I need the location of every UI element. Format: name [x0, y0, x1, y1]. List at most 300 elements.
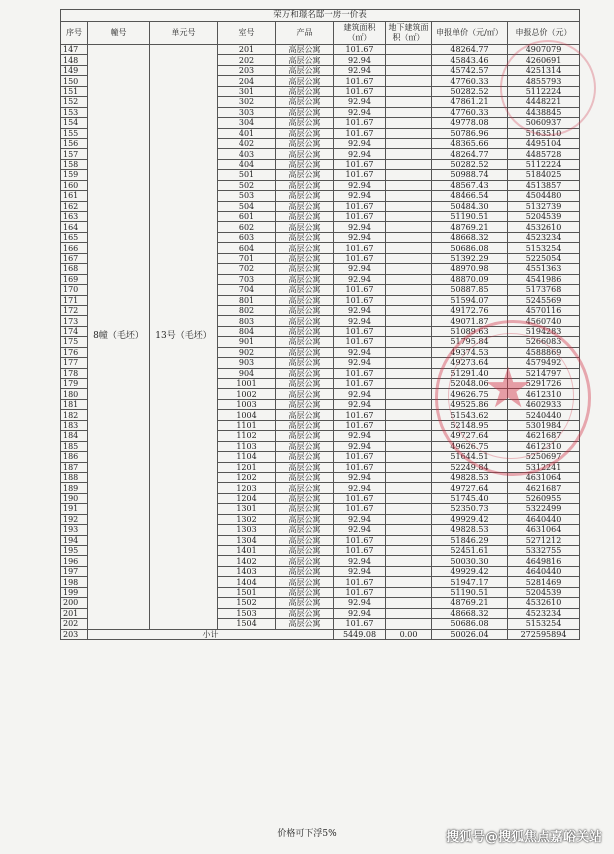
cell-unit-price: 49727.64: [432, 483, 508, 493]
cell-product: 高层公寓: [276, 222, 334, 232]
cell-area: 101.67: [334, 201, 386, 211]
cell-room: 1004: [218, 410, 276, 420]
cell-area: 101.67: [334, 45, 386, 55]
cell-unit-price: 50484.30: [432, 201, 508, 211]
cell-total-price: 4612310: [508, 389, 580, 399]
cell-seq: 183: [61, 420, 88, 430]
cell-seq: 147: [61, 45, 88, 55]
cell-product: 高层公寓: [276, 76, 334, 86]
cell-underground-area: [386, 420, 432, 430]
cell-product: 高层公寓: [276, 556, 334, 566]
cell-room: 603: [218, 232, 276, 242]
cell-area: 101.67: [334, 159, 386, 169]
cell-seq: 161: [61, 191, 88, 201]
cell-area: 101.67: [334, 493, 386, 503]
cell-room: 302: [218, 97, 276, 107]
cell-product: 高层公寓: [276, 212, 334, 222]
cell-seq: 188: [61, 472, 88, 482]
cell-building: 8幢（毛坯）: [88, 45, 150, 630]
cell-underground-area: [386, 264, 432, 274]
cell-total-price: 5245569: [508, 295, 580, 305]
cell-unit-price: 48264.77: [432, 149, 508, 159]
cell-product: 高层公寓: [276, 389, 334, 399]
cell-unit-price: 50786.96: [432, 128, 508, 138]
cell-area: 101.67: [334, 535, 386, 545]
cell-unit-price: 50686.08: [432, 619, 508, 629]
cell-product: 高层公寓: [276, 431, 334, 441]
cell-underground-area: [386, 86, 432, 96]
cell-area: 92.94: [334, 222, 386, 232]
cell-unit-price: 48668.32: [432, 232, 508, 242]
cell-underground-area: [386, 138, 432, 148]
cell-product: 高层公寓: [276, 493, 334, 503]
cell-total-price: 5132739: [508, 201, 580, 211]
cell-area: 101.67: [334, 619, 386, 629]
cell-product: 高层公寓: [276, 149, 334, 159]
cell-seq: 196: [61, 556, 88, 566]
cell-total-price: 5204539: [508, 212, 580, 222]
cell-seq: 179: [61, 379, 88, 389]
cell-seq: 192: [61, 514, 88, 524]
cell-underground-area: [386, 347, 432, 357]
cell-area: 101.67: [334, 452, 386, 462]
seal-star-icon: ★: [483, 356, 534, 421]
cell-product: 高层公寓: [276, 159, 334, 169]
cell-underground-area: [386, 379, 432, 389]
cell-total-price: 4649816: [508, 556, 580, 566]
cell-underground-area: [386, 326, 432, 336]
cell-area: 92.94: [334, 389, 386, 399]
cell-unit-price: 48970.98: [432, 264, 508, 274]
cell-area: 92.94: [334, 514, 386, 524]
cell-seq: 182: [61, 410, 88, 420]
cell-room: 1402: [218, 556, 276, 566]
cell-total-price: 5173768: [508, 285, 580, 295]
cell-area: 92.94: [334, 472, 386, 482]
cell-unit-price: 45742.57: [432, 65, 508, 75]
cell-unit-price: 48365.66: [432, 138, 508, 148]
cell-room: 702: [218, 264, 276, 274]
cell-seq: 194: [61, 535, 88, 545]
cell-room: 402: [218, 138, 276, 148]
cell-area: 101.67: [334, 295, 386, 305]
cell-product: 高层公寓: [276, 55, 334, 65]
cell-underground-area: [386, 65, 432, 75]
cell-unit-price: 52249.84: [432, 462, 508, 472]
cell-room: 901: [218, 337, 276, 347]
cell-total-price: 4602933: [508, 399, 580, 409]
cell-unit-price: 52451.61: [432, 546, 508, 556]
cell-area: 92.94: [334, 107, 386, 117]
cell-seq: 159: [61, 170, 88, 180]
cell-product: 高层公寓: [276, 462, 334, 472]
cell-area: 101.67: [334, 128, 386, 138]
cell-seq: 152: [61, 97, 88, 107]
cell-total-price: 5225054: [508, 253, 580, 263]
cell-area: 101.67: [334, 212, 386, 222]
cell-seq: 150: [61, 76, 88, 86]
cell-unit-price: 48769.21: [432, 222, 508, 232]
cell-unit-price: 51543.62: [432, 410, 508, 420]
cell-seq: 151: [61, 86, 88, 96]
cell-total-price: 4551363: [508, 264, 580, 274]
cell-seq: 156: [61, 138, 88, 148]
cell-area: 101.67: [334, 170, 386, 180]
cell-area: 101.67: [334, 504, 386, 514]
cell-area: 101.67: [334, 253, 386, 263]
cell-area: 92.94: [334, 566, 386, 576]
cell-unit-price: 49172.76: [432, 305, 508, 315]
cell-underground-area: [386, 514, 432, 524]
cell-underground-area: [386, 566, 432, 576]
cell-underground-area: [386, 389, 432, 399]
cell-product: 高层公寓: [276, 608, 334, 618]
cell-seq: 200: [61, 598, 88, 608]
cell-underground-area: [386, 55, 432, 65]
cell-seq: 190: [61, 493, 88, 503]
cell-seq: 189: [61, 483, 88, 493]
cell-seq: 155: [61, 128, 88, 138]
cell-seq: 185: [61, 441, 88, 451]
cell-underground-area: [386, 546, 432, 556]
cell-unit-price: 52048.06: [432, 379, 508, 389]
cell-product: 高层公寓: [276, 577, 334, 587]
cell-area: 92.94: [334, 316, 386, 326]
cell-area: 101.67: [334, 326, 386, 336]
cell-total-price: 4513857: [508, 180, 580, 190]
cell-unit-price: 49525.86: [432, 399, 508, 409]
cell-product: 高层公寓: [276, 264, 334, 274]
cell-total-price: 5112224: [508, 86, 580, 96]
cell-underground-area: [386, 222, 432, 232]
cell-unit-price: 52148.95: [432, 420, 508, 430]
cell-product: 高层公寓: [276, 358, 334, 368]
cell-unit-price: 51190.51: [432, 212, 508, 222]
cell-total-price: 5194283: [508, 326, 580, 336]
cell-product: 高层公寓: [276, 347, 334, 357]
cell-total-price: 5291726: [508, 379, 580, 389]
cell-room: 701: [218, 253, 276, 263]
cell-seq: 157: [61, 149, 88, 159]
cell-unit-price: 48870.09: [432, 274, 508, 284]
cell-product: 高层公寓: [276, 514, 334, 524]
cell-product: 高层公寓: [276, 535, 334, 545]
watermark: [446, 826, 602, 845]
cell-room: 501: [218, 170, 276, 180]
cell-room: 1102: [218, 431, 276, 441]
cell-seq: 173: [61, 316, 88, 326]
cell-total-price: 4504480: [508, 191, 580, 201]
cell-underground-area: [386, 608, 432, 618]
cell-room: 601: [218, 212, 276, 222]
cell-unit-price: 51644.51: [432, 452, 508, 462]
cell-underground-area: [386, 368, 432, 378]
cell-room: 1203: [218, 483, 276, 493]
cell-area: 92.94: [334, 608, 386, 618]
subtotal-total: 272595894: [508, 629, 580, 639]
cell-total-price: 4621687: [508, 431, 580, 441]
cell-total-price: 5332755: [508, 546, 580, 556]
cell-underground-area: [386, 316, 432, 326]
cell-total-price: 5312241: [508, 462, 580, 472]
cell-area: 92.94: [334, 598, 386, 608]
cell-seq: 174: [61, 326, 88, 336]
cell-underground-area: [386, 598, 432, 608]
cell-area: 101.67: [334, 546, 386, 556]
cell-room: 301: [218, 86, 276, 96]
cell-underground-area: [386, 556, 432, 566]
cell-underground-area: [386, 243, 432, 253]
cell-room: 1502: [218, 598, 276, 608]
cell-unit-price: 48264.77: [432, 45, 508, 55]
subtotal-area: 5449.08: [334, 629, 386, 639]
cell-area: 92.94: [334, 358, 386, 368]
cell-room: 1204: [218, 493, 276, 503]
cell-total-price: 4438845: [508, 107, 580, 117]
subtotal-label: 小计: [88, 629, 334, 639]
cell-seq: 171: [61, 295, 88, 305]
cell-product: 高层公寓: [276, 410, 334, 420]
cell-seq: 184: [61, 431, 88, 441]
table-body: [61, 45, 580, 640]
subtotal-seq: 203: [61, 629, 88, 639]
cell-underground-area: [386, 535, 432, 545]
cell-underground-area: [386, 159, 432, 169]
cell-product: 高层公寓: [276, 180, 334, 190]
cell-unit-price: 49626.75: [432, 441, 508, 451]
cell-product: 高层公寓: [276, 274, 334, 284]
cell-total-price: 4541986: [508, 274, 580, 284]
subtotal-unit-price: 50026.04: [432, 629, 508, 639]
cell-product: 高层公寓: [276, 305, 334, 315]
subtotal-row: [61, 629, 580, 639]
cell-room: 804: [218, 326, 276, 336]
cell-area: 101.67: [334, 86, 386, 96]
cell-underground-area: [386, 587, 432, 597]
cell-seq: 154: [61, 118, 88, 128]
cell-room: 801: [218, 295, 276, 305]
cell-product: 高层公寓: [276, 504, 334, 514]
cell-total-price: 5153254: [508, 243, 580, 253]
cell-area: 101.67: [334, 420, 386, 430]
cell-total-price: 5163510: [508, 128, 580, 138]
cell-area: 92.94: [334, 97, 386, 107]
cell-seq: 195: [61, 546, 88, 556]
cell-seq: 202: [61, 619, 88, 629]
cell-seq: 168: [61, 264, 88, 274]
cell-seq: 193: [61, 525, 88, 535]
cell-seq: 199: [61, 587, 88, 597]
cell-underground-area: [386, 504, 432, 514]
cell-total-price: 5260955: [508, 493, 580, 503]
cell-product: 高层公寓: [276, 138, 334, 148]
cell-area: 101.67: [334, 337, 386, 347]
cell-product: 高层公寓: [276, 253, 334, 263]
cell-unit-price: 51089.63: [432, 326, 508, 336]
cell-product: 高层公寓: [276, 232, 334, 242]
cell-total-price: 5214797: [508, 368, 580, 378]
cell-area: 92.94: [334, 399, 386, 409]
header-building: 幢号: [88, 22, 150, 45]
cell-unit-price: 47760.33: [432, 107, 508, 117]
cell-product: 高层公寓: [276, 65, 334, 75]
cell-product: 高层公寓: [276, 587, 334, 597]
cell-area: 92.94: [334, 232, 386, 242]
table-title: 荣万和璟名邸一房一价表: [61, 10, 580, 22]
cell-area: 92.94: [334, 264, 386, 274]
cell-seq: 164: [61, 222, 88, 232]
cell-room: 201: [218, 45, 276, 55]
cell-underground-area: [386, 462, 432, 472]
cell-total-price: 5204539: [508, 587, 580, 597]
cell-room: 204: [218, 76, 276, 86]
cell-product: 高层公寓: [276, 472, 334, 482]
cell-room: 504: [218, 201, 276, 211]
cell-area: 101.67: [334, 76, 386, 86]
cell-product: 高层公寓: [276, 379, 334, 389]
cell-unit-price: 51594.07: [432, 295, 508, 305]
cell-product: 高层公寓: [276, 326, 334, 336]
cell-area: 92.94: [334, 55, 386, 65]
cell-product: 高层公寓: [276, 128, 334, 138]
cell-product: 高层公寓: [276, 118, 334, 128]
cell-unit-price: 49929.42: [432, 514, 508, 524]
watermark-text: 搜狐号@搜狐焦点嘉峪关站: [445, 830, 602, 845]
cell-underground-area: [386, 107, 432, 117]
cell-room: 202: [218, 55, 276, 65]
cell-total-price: 4588869: [508, 347, 580, 357]
header-product: 产品: [276, 22, 334, 45]
cell-room: 1104: [218, 452, 276, 462]
cell-seq: 177: [61, 358, 88, 368]
cell-total-price: 4570116: [508, 305, 580, 315]
cell-room: 502: [218, 180, 276, 190]
cell-unit-price: 49273.64: [432, 358, 508, 368]
cell-product: 高层公寓: [276, 191, 334, 201]
cell-area: 101.67: [334, 285, 386, 295]
cell-total-price: 4485728: [508, 149, 580, 159]
cell-area: 92.94: [334, 305, 386, 315]
cell-room: 1503: [218, 608, 276, 618]
cell-room: 803: [218, 316, 276, 326]
cell-underground-area: [386, 285, 432, 295]
cell-underground-area: [386, 525, 432, 535]
cell-product: 高层公寓: [276, 525, 334, 535]
cell-area: 101.67: [334, 379, 386, 389]
cell-total-price: 4448221: [508, 97, 580, 107]
cell-seq: 187: [61, 462, 88, 472]
cell-product: 高层公寓: [276, 295, 334, 305]
cell-room: 902: [218, 347, 276, 357]
cell-total-price: 4631064: [508, 525, 580, 535]
cell-seq: 191: [61, 504, 88, 514]
cell-room: 602: [218, 222, 276, 232]
cell-room: 1201: [218, 462, 276, 472]
cell-room: 1003: [218, 399, 276, 409]
cell-total-price: 4579492: [508, 358, 580, 368]
cell-underground-area: [386, 76, 432, 86]
cell-unit-price: 51190.51: [432, 587, 508, 597]
cell-underground-area: [386, 410, 432, 420]
cell-total-price: 4631064: [508, 472, 580, 482]
cell-unit-price: 51392.29: [432, 253, 508, 263]
header-area: 建筑面积（㎡）: [334, 22, 386, 45]
cell-product: 高层公寓: [276, 45, 334, 55]
cell-room: 1301: [218, 504, 276, 514]
cell-total-price: 4495104: [508, 138, 580, 148]
cell-room: 1501: [218, 587, 276, 597]
cell-area: 101.67: [334, 410, 386, 420]
cell-unit-price: 50282.52: [432, 86, 508, 96]
cell-room: 1001: [218, 379, 276, 389]
cell-total-price: 5153254: [508, 619, 580, 629]
cell-unit-price: 52350.73: [432, 504, 508, 514]
cell-room: 1303: [218, 525, 276, 535]
cell-underground-area: [386, 472, 432, 482]
price-sheet: [60, 9, 579, 640]
cell-seq: 186: [61, 452, 88, 462]
cell-room: 1103: [218, 441, 276, 451]
cell-seq: 162: [61, 201, 88, 211]
cell-total-price: 4532610: [508, 222, 580, 232]
cell-seq: 170: [61, 285, 88, 295]
cell-product: 高层公寓: [276, 170, 334, 180]
cell-underground-area: [386, 399, 432, 409]
cell-room: 403: [218, 149, 276, 159]
cell-unit-price: 45843.46: [432, 55, 508, 65]
cell-total-price: 5301984: [508, 420, 580, 430]
cell-area: 92.94: [334, 441, 386, 451]
cell-seq: 158: [61, 159, 88, 169]
cell-underground-area: [386, 441, 432, 451]
cell-product: 高层公寓: [276, 441, 334, 451]
cell-product: 高层公寓: [276, 483, 334, 493]
cell-underground-area: [386, 305, 432, 315]
cell-unit-price: 50988.74: [432, 170, 508, 180]
cell-total-price: 5281469: [508, 577, 580, 587]
cell-underground-area: [386, 337, 432, 347]
cell-area: 92.94: [334, 180, 386, 190]
cell-area: 92.94: [334, 525, 386, 535]
cell-underground-area: [386, 295, 432, 305]
cell-unit-price: 51291.40: [432, 368, 508, 378]
cell-unit-price: 48769.21: [432, 598, 508, 608]
cell-underground-area: [386, 358, 432, 368]
cell-room: 1401: [218, 546, 276, 556]
header-seq: 序号: [61, 22, 88, 45]
cell-unit-price: 51745.40: [432, 493, 508, 503]
cell-unit-price: 50282.52: [432, 159, 508, 169]
cell-unit-price: 50686.08: [432, 243, 508, 253]
cell-underground-area: [386, 170, 432, 180]
cell-product: 高层公寓: [276, 201, 334, 211]
cell-unit-price: 49626.75: [432, 389, 508, 399]
cell-room: 904: [218, 368, 276, 378]
cell-room: 1302: [218, 514, 276, 524]
cell-room: 604: [218, 243, 276, 253]
cell-area: 101.67: [334, 587, 386, 597]
cell-room: 802: [218, 305, 276, 315]
cell-total-price: 4640440: [508, 566, 580, 576]
cell-seq: 163: [61, 212, 88, 222]
cell-area: 101.67: [334, 577, 386, 587]
cell-total-price: 4523234: [508, 232, 580, 242]
cell-unit-price: 49374.53: [432, 347, 508, 357]
cell-area: 92.94: [334, 483, 386, 493]
cell-underground-area: [386, 431, 432, 441]
cell-seq: 198: [61, 577, 88, 587]
cell-unit-price: 49071.87: [432, 316, 508, 326]
